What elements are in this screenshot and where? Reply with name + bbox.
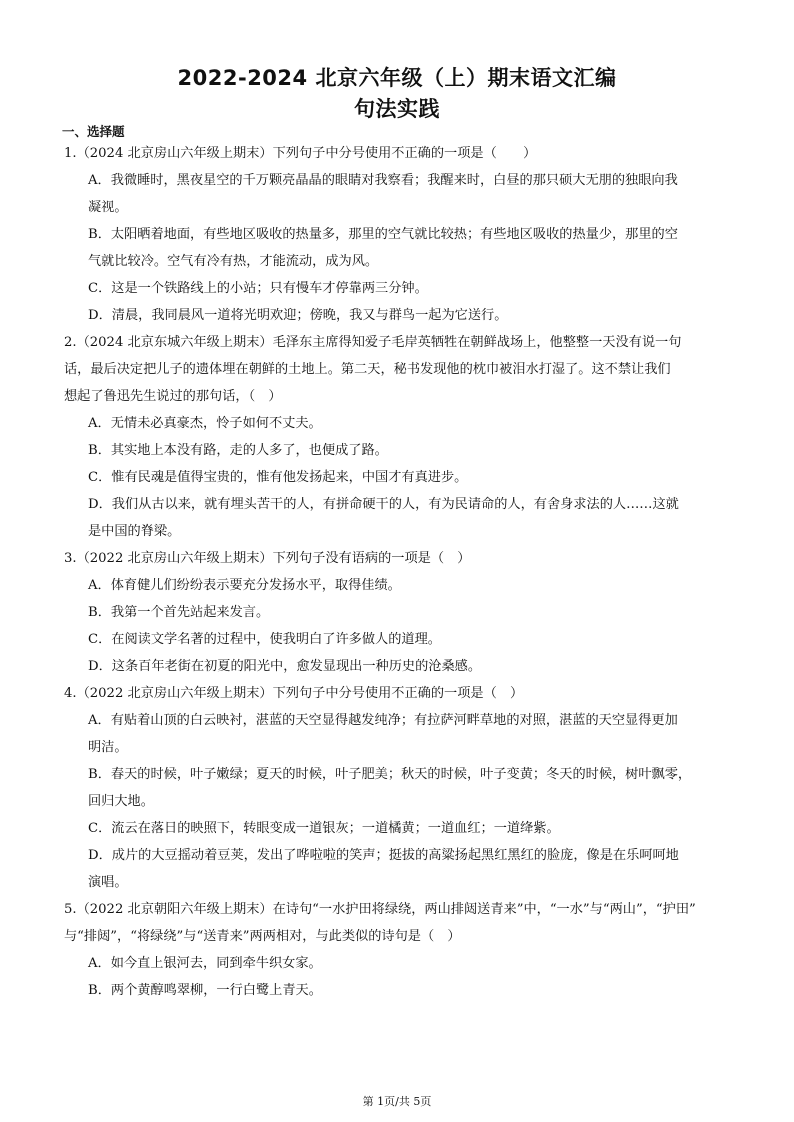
- section-heading: 一、选择题: [62, 124, 125, 139]
- option-b: [64, 221, 724, 275]
- stem-line: 与“排闼”，“将绿绕”与“送青来”两两相对，与此类似的诗句是（ ）: [64, 929, 461, 944]
- page-number: 第 1页/共 5页: [362, 1095, 432, 1108]
- question-1: [64, 140, 724, 329]
- option-line: 演唱。: [88, 875, 128, 890]
- option-a: [64, 410, 724, 437]
- stem-line: 5.（2022 北京朝阳六年级上期末）在诗句“一水护田将绿绕，两山排闼送青来”中，“一水”与“两山”，“护田”: [64, 902, 696, 917]
- option-line: 回归大地。: [88, 794, 154, 809]
- option-a: [64, 950, 724, 977]
- option-c: [64, 815, 724, 842]
- option-b: [64, 977, 724, 1004]
- option-line: D．我们从古以来，就有埋头苦干的人，有拼命硬干的人，有为民请命的人，有舍身求法的人……这就: [88, 497, 679, 512]
- option-line: C．在阅读文学名著的过程中，使我明白了许多做人的道理。: [88, 632, 441, 647]
- document-title: 2022-2024 北京六年级（上）期末语文汇编: [177, 66, 617, 90]
- question-stem: [64, 680, 724, 707]
- stem-line: 4.（2022 北京房山六年级上期末）下列句子中分号使用不正确的一项是（ ）: [64, 686, 524, 701]
- option-d: [64, 491, 724, 545]
- option-line: A．无情未必真豪杰，怜子如何不丈夫。: [88, 416, 322, 431]
- question-stem: [64, 140, 724, 167]
- question-5: [64, 896, 724, 1004]
- option-d: [64, 842, 724, 896]
- option-a: [64, 572, 724, 599]
- document-subtitle: 句法实践: [354, 97, 440, 121]
- questions-list: [64, 140, 724, 1004]
- question-2: [64, 329, 724, 545]
- option-line: D．成片的大豆摇动着豆荚，发出了哗啦啦的笑声；挺拔的高粱扬起黑红黑红的脸庞，像是在乐呵呵地: [88, 848, 679, 863]
- question-3: [64, 545, 724, 680]
- option-line: 是中国的脊梁。: [88, 524, 181, 539]
- question-4: [64, 680, 724, 896]
- option-line: B．其实地上本没有路，走的人多了，也便成了路。: [88, 443, 388, 458]
- option-a: [64, 707, 724, 761]
- option-line: B．我第一个首先站起来发言。: [88, 605, 270, 620]
- option-b: [64, 599, 724, 626]
- option-line: A．有贴着山顶的白云映衬，湛蓝的天空显得越发纯净；有拉萨河畔草地的对照，湛蓝的天空显得更加: [88, 713, 678, 728]
- option-line: 气就比较冷。空气有冷有热，才能流动，成为风。: [88, 254, 379, 269]
- question-stem: [64, 896, 724, 950]
- option-line: A．我微睡时，黑夜星空的千万颗亮晶晶的眼睛对我察看；我醒来时，白昼的那只硕大无朋的独眼向我: [88, 173, 678, 188]
- question-stem: [64, 545, 724, 572]
- option-c: [64, 626, 724, 653]
- option-line: A．体育健儿们纷纷表示要充分发扬水平，取得佳绩。: [88, 578, 401, 593]
- stem-line: 2.（2024 北京东城六年级上期末）毛泽东主席得知爱子毛岸英牺牲在朝鲜战场上，他整整一天没有说一句: [64, 335, 682, 350]
- option-line: C．流云在落日的映照下，转眼变成一道银灰；一道橘黄；一道血红；一道绛紫。: [88, 821, 560, 836]
- option-a: [64, 167, 724, 221]
- option-line: 凝视。: [88, 200, 128, 215]
- option-b: [64, 761, 724, 815]
- option-line: D．这条百年老街在初夏的阳光中，愈发显现出一种历史的沧桑感。: [88, 659, 482, 674]
- stem-line: 话，最后决定把儿子的遗体埋在朝鲜的土地上。第二天，秘书发现他的枕巾被泪水打湿了。这不禁让我们: [64, 362, 671, 377]
- option-line: 明洁。: [88, 740, 128, 755]
- option-line: D．清晨，我同晨风一道将光明欢迎；傍晚，我又与群鸟一起为它送行。: [88, 308, 508, 323]
- stem-line: 1.（2024 北京房山六年级上期末）下列句子中分号使用不正确的一项是（ ）: [64, 146, 537, 161]
- option-d: [64, 302, 724, 329]
- option-c: [64, 275, 724, 302]
- option-c: [64, 464, 724, 491]
- option-d: [64, 653, 724, 680]
- option-line: B．两个黄醇鸣翠柳，一行白鹭上青天。: [88, 983, 322, 998]
- question-stem: [64, 329, 724, 410]
- stem-line: 想起了鲁迅先生说过的那句话，（ ）: [64, 389, 282, 404]
- option-line: B．春天的时候，叶子嫩绿；夏天的时候，叶子肥美；秋天的时候，叶子变黄；冬天的时候，树叶飘零，: [88, 767, 692, 782]
- option-line: A．如今直上银河去，同到牵牛织女家。: [88, 956, 322, 971]
- option-line: C．这是一个铁路线上的小站；只有慢车才停靠两三分钟。: [88, 281, 428, 296]
- option-line: B．太阳晒着地面，有些地区吸收的热量多，那里的空气就比较热；有些地区吸收的热量少，那里的空: [88, 227, 678, 242]
- option-line: C．惟有民魂是值得宝贵的，惟有他发扬起来，中国才有真进步。: [88, 470, 468, 485]
- stem-line: 3.（2022 北京房山六年级上期末）下列句子没有语病的一项是（ ）: [64, 551, 471, 566]
- option-b: [64, 437, 724, 464]
